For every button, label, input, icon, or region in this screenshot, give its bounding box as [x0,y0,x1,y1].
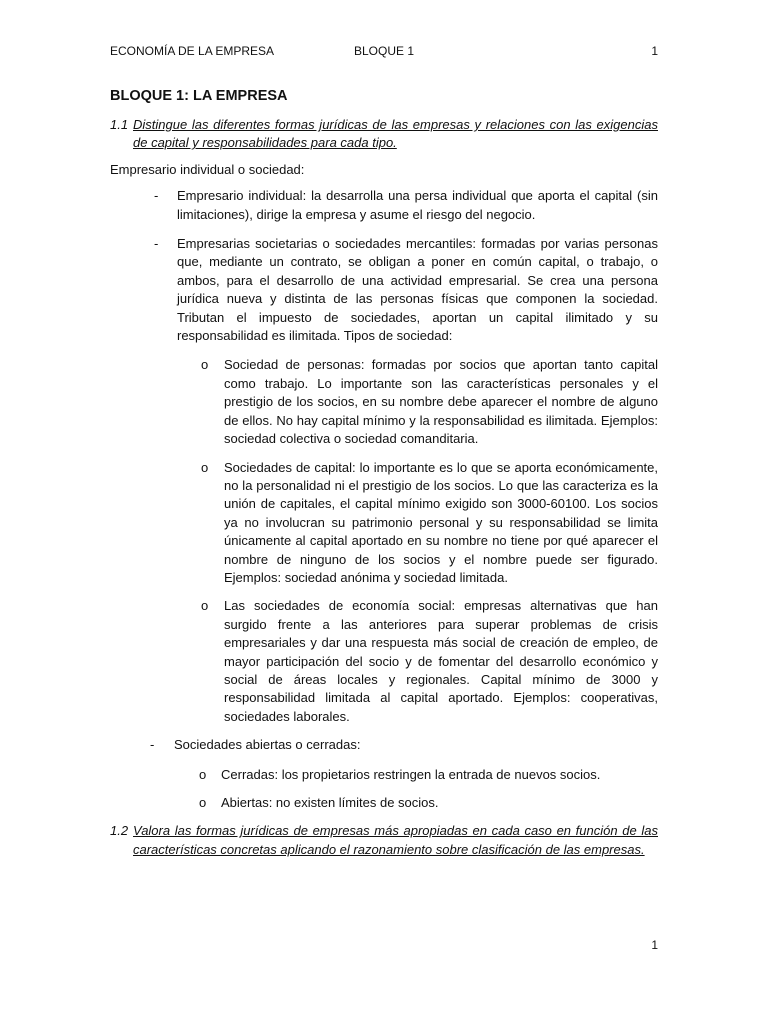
sub-list-item [110,459,658,588]
question-1-1 [110,116,658,153]
circle-bullet: o [199,766,207,782]
list-item [110,736,658,754]
sub-list-item-text: Las sociedades de economía social: empresas alternativas que han surgido frente a las anteriores para superar problemas de crisis empresariales y dar una respuesta más social de creación de empleo, de mayor participación del socio y de fomentar del desarrollo económico y social de áreas locales y regionales. Capital mínimo de 3000 y responsabilidad limitada al capital aportado. Ejemplos: cooperativas, sociedades laborales. [224,598,658,724]
circle-bullet: o [201,357,209,373]
question-number: 1.2 [110,823,129,839]
list-item [110,235,658,345]
header-page-number: 1 [651,44,658,58]
sub-list-item [110,766,658,784]
dash-bullet: - [154,188,159,204]
question-text: Valora las formas jurídicas de empresas más apropiadas en cada caso en función de las características concretas aplicando el razonamiento sobre clasificación de las empresas. [133,823,658,857]
list-item [110,187,658,224]
circle-bullet: o [201,459,209,475]
sub-list-item-text: Abiertas: no existen límites de socios. [221,795,439,810]
sub-list-item-text: Sociedades de capital: lo importante es lo que se aporta económicamente, no la personalidad ni el prestigio de los socios. Lo que las caracteriza es la unión de capitales, el capital mínimo exigido son 3000-60100. Los socios ya no involucran su patrimonio personal y su responsabilidad se limita únicamente al capital aportado en su nombre no tiene por qué aparecer el nombre de ninguno de los socios y el nombre puede ser figurado. Ejemplos: sociedad anónima y sociedad limitada. [224,459,658,585]
list-item-text: Empresario individual: la desarrolla una persa individual que aporta el capital (sin limitaciones), dirige la empresa y asume el riesgo del negocio. [177,188,658,222]
list-item-text: Empresarias societarias o sociedades mercantiles: formadas por varias personas que, mediante un contrato, se obligan a poner en común capital, o trabajo, o ambos, para el desarrollo de una actividad empresarial. Se crea una persona jurídica nueva y distinta de las personas físicas que componen la sociedad. Tributan el impuesto de sociedades, aportan un capital ilimitado y su responsabilidad es ilimitada. Tipos de sociedad: [177,236,658,344]
sub-list-item [110,597,658,726]
question-1-2 [110,822,658,859]
footer-page-number: 1 [651,938,658,952]
page-header [110,44,658,62]
page-title: BLOQUE 1: LA EMPRESA [110,88,288,104]
document-body [110,86,658,867]
question-number: 1.1 [110,117,129,132]
sub-list-item-text: Sociedad de personas: formadas por socios que aportan tanto capital como trabajo. Lo importante son las características personales y el prestigio de los socios, en su nombre debe aparecer el nombre de alguno de ellos. No hay capital mínimo y la responsabilidad es ilimitada. Ejemplos: sociedad colectiva o sociedad comanditaria. [224,357,658,447]
dash-bullet: - [150,737,155,753]
sub-list-item [110,794,658,812]
question-text: Distingue las diferentes formas jurídicas de las empresas y relaciones con las exigencias de capital y responsabilidades para cada tipo. [133,117,658,151]
header-block: BLOQUE 1 [354,44,415,58]
sub-list-item [110,356,658,448]
dash-bullet: - [154,236,159,252]
intro-text: Empresario individual o sociedad: [110,161,305,177]
circle-bullet: o [201,598,209,614]
header-subject: ECONOMÍA DE LA EMPRESA [110,44,275,58]
sub-list-item-text: Cerradas: los propietarios restringen la entrada de nuevos socios. [221,766,601,782]
circle-bullet: o [199,795,207,810]
list-item-text: Sociedades abiertas o cerradas: [174,737,361,753]
